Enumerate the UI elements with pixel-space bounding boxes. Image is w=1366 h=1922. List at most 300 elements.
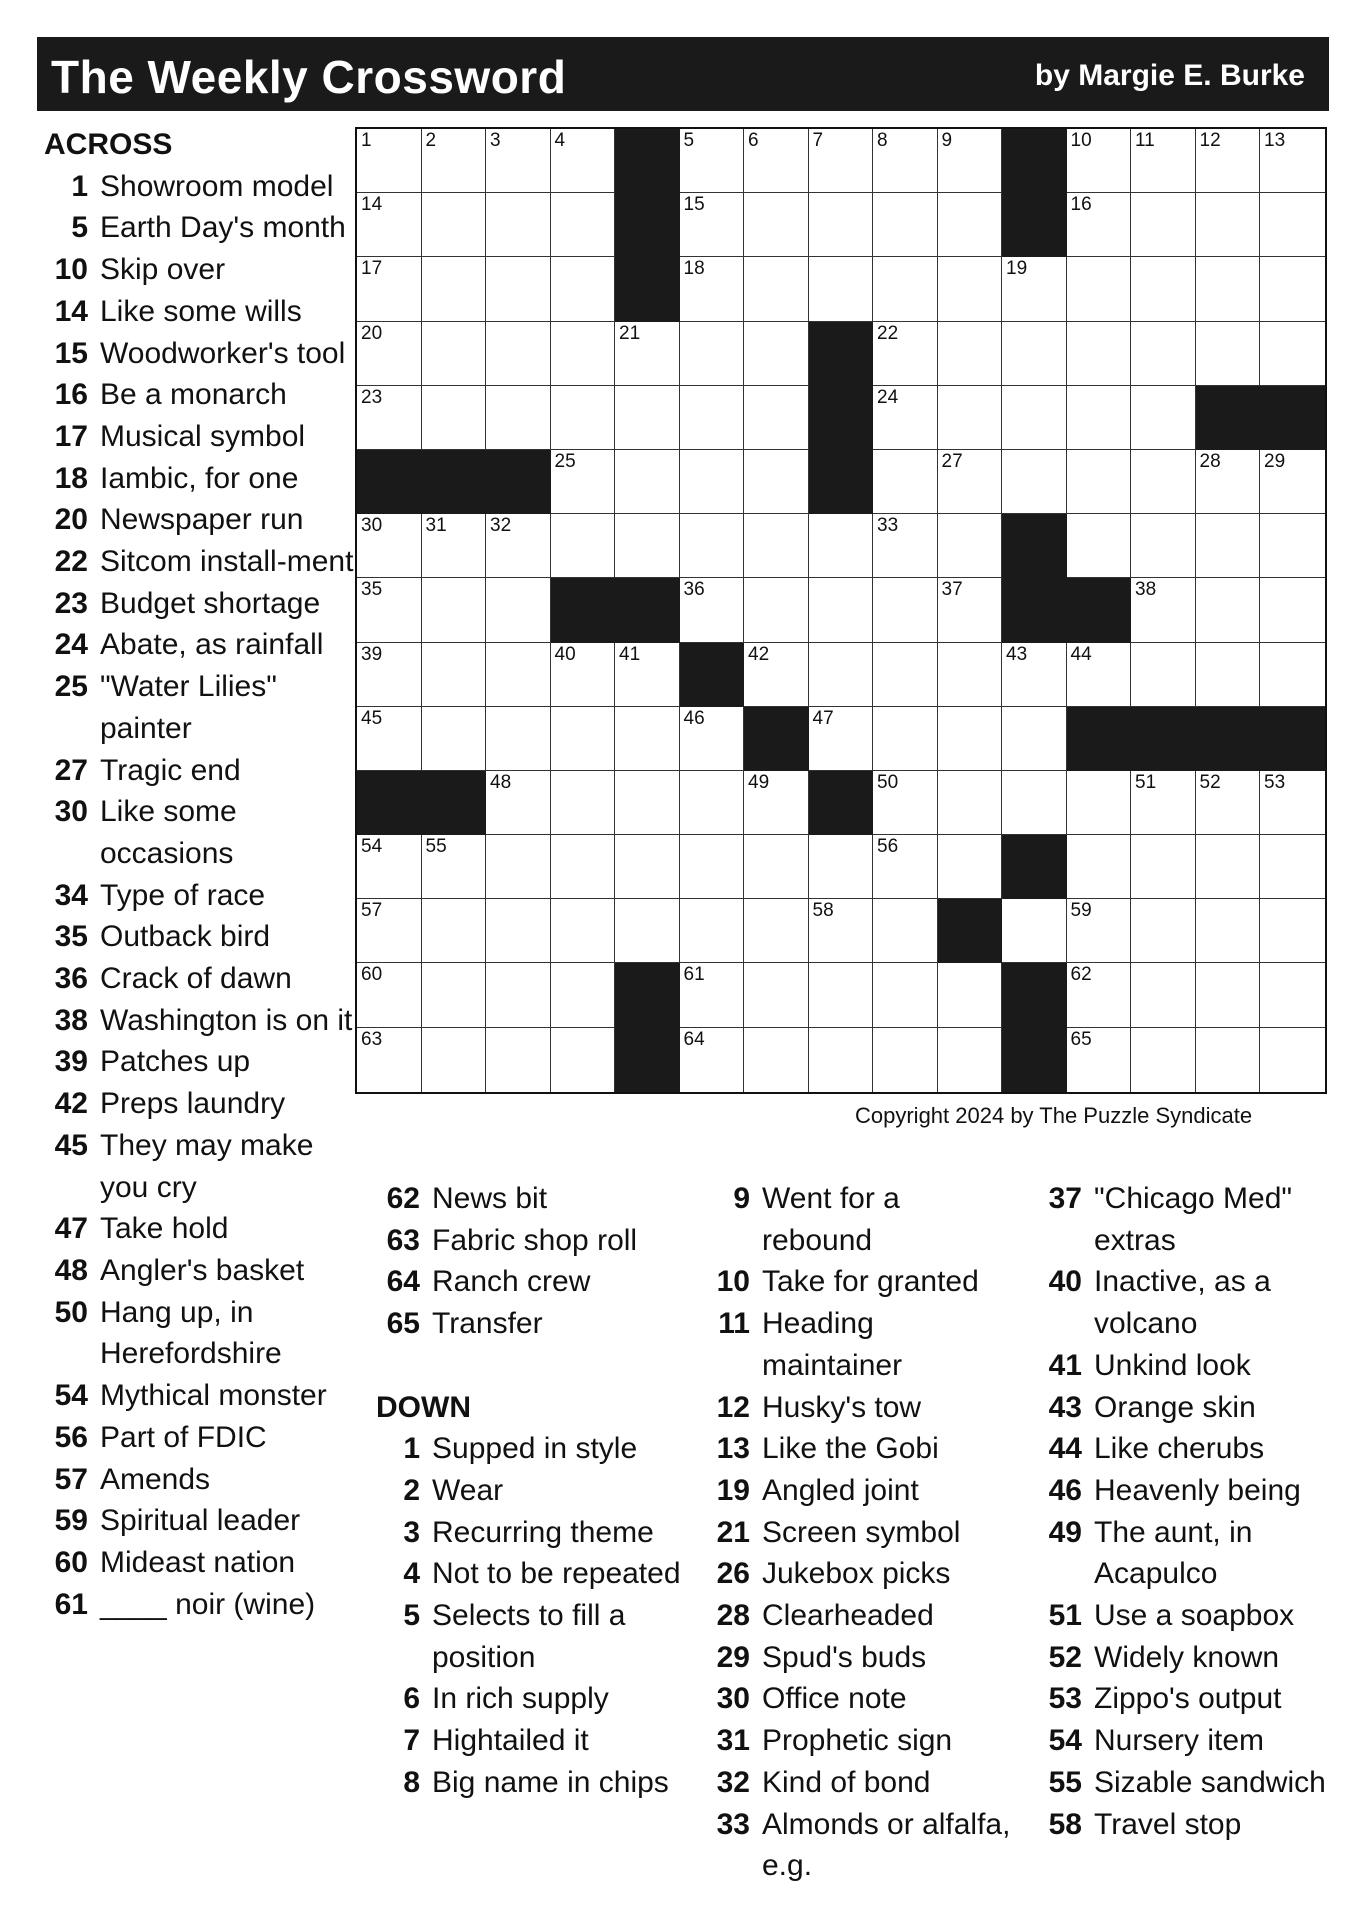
grid-cell[interactable] [1131, 193, 1196, 257]
grid-cell[interactable] [680, 963, 745, 1027]
cell-number: 56 [877, 836, 899, 858]
grid-cell[interactable] [1067, 1028, 1132, 1092]
clue-item [44, 958, 354, 1000]
grid-cell[interactable] [357, 386, 422, 450]
grid-cell[interactable] [1196, 257, 1261, 321]
grid-cell[interactable] [1067, 322, 1132, 386]
cell-number: 58 [812, 900, 834, 922]
grid-cell[interactable] [1196, 643, 1261, 707]
grid-cell[interactable] [486, 1028, 551, 1092]
clue-item [44, 333, 354, 375]
grid-cell[interactable] [809, 514, 874, 578]
cell-number: 40 [554, 643, 576, 665]
grid-cell[interactable] [744, 257, 809, 321]
grid-cell[interactable] [1260, 835, 1325, 899]
grid-cell[interactable] [1067, 514, 1132, 578]
grid-cell[interactable] [1067, 643, 1132, 707]
grid-cell[interactable] [809, 193, 874, 257]
grid-cell[interactable] [551, 386, 616, 450]
cell-number: 20 [361, 322, 383, 344]
grid-cell[interactable] [1002, 643, 1067, 707]
grid-cell[interactable] [873, 771, 938, 835]
clue-text: Mideast nation [100, 1545, 296, 1579]
clue-text: Take hold [100, 1212, 229, 1246]
clue-item [376, 1303, 696, 1345]
cell-number: 13 [1264, 130, 1286, 151]
grid-cell[interactable] [744, 899, 809, 963]
clue-item [44, 1417, 354, 1459]
grid-cell[interactable] [1131, 643, 1196, 707]
clue-item [1038, 1678, 1338, 1720]
grid-cell[interactable] [938, 771, 1003, 835]
grid-cell[interactable] [486, 707, 551, 771]
grid-cell[interactable] [744, 643, 809, 707]
grid-cell[interactable] [809, 578, 874, 642]
clue-item [44, 583, 354, 625]
grid-cell[interactable] [744, 514, 809, 578]
grid-cell[interactable] [1131, 771, 1196, 835]
grid-cell[interactable] [422, 899, 487, 963]
grid-cell[interactable] [680, 771, 745, 835]
clue-text: Supped in style [432, 1432, 638, 1466]
grid-cell[interactable] [551, 643, 616, 707]
grid-cell[interactable] [1196, 771, 1261, 835]
grid-cell[interactable] [744, 963, 809, 1027]
grid-cell[interactable] [680, 450, 745, 514]
cell-number: 64 [683, 1028, 705, 1050]
grid-cell[interactable] [1067, 771, 1132, 835]
cell-number: 10 [1070, 130, 1092, 151]
grid-cell[interactable] [615, 899, 680, 963]
black-square [1067, 578, 1132, 642]
grid-cell[interactable] [938, 835, 1003, 899]
clue-item [376, 1428, 696, 1470]
grid-cell[interactable] [744, 578, 809, 642]
grid-cell[interactable] [873, 257, 938, 321]
clue-number: 27 [54, 753, 88, 787]
cell-number: 41 [619, 643, 641, 665]
clue-text: Orange skin [1094, 1390, 1256, 1424]
cell-number: 63 [361, 1028, 383, 1050]
grid-cell[interactable] [744, 450, 809, 514]
grid-cell[interactable] [809, 129, 874, 193]
clue-item [1038, 1261, 1338, 1344]
grid-cell[interactable] [680, 578, 745, 642]
grid-cell[interactable] [1260, 899, 1325, 963]
grid-cell[interactable] [1196, 322, 1261, 386]
clue-number: 48 [54, 1253, 88, 1287]
cell-number: 1 [361, 130, 372, 151]
black-square [809, 771, 874, 835]
clue-number: 53 [1048, 1682, 1082, 1716]
grid-cell[interactable] [938, 450, 1003, 514]
black-square [615, 129, 680, 193]
grid-cell[interactable] [551, 771, 616, 835]
clue-item [44, 1584, 354, 1626]
grid-cell[interactable] [1002, 707, 1067, 771]
grid-cell[interactable] [1260, 129, 1325, 193]
grid-cell[interactable] [357, 322, 422, 386]
grid-cell[interactable] [551, 963, 616, 1027]
grid-cell[interactable] [1196, 193, 1261, 257]
clue-item [376, 1220, 696, 1262]
grid-cell[interactable] [1260, 450, 1325, 514]
grid-cell[interactable] [357, 963, 422, 1027]
grid-cell[interactable] [1067, 450, 1132, 514]
clue-number: 37 [1048, 1182, 1082, 1215]
grid-cell[interactable] [744, 386, 809, 450]
grid-cell[interactable] [873, 193, 938, 257]
clue-number: 32 [716, 1765, 750, 1799]
clue-item [376, 1720, 696, 1762]
grid-cell[interactable] [486, 643, 551, 707]
grid-cell[interactable] [1002, 899, 1067, 963]
clue-text: Outback bird [100, 920, 271, 954]
grid-cell[interactable] [1131, 578, 1196, 642]
clue-item [44, 1375, 354, 1417]
grid-cell[interactable] [938, 193, 1003, 257]
clue-text: Take for granted [762, 1265, 979, 1299]
clue-text: Recurring theme [432, 1515, 654, 1549]
grid-cell[interactable] [1260, 322, 1325, 386]
grid-cell[interactable] [422, 257, 487, 321]
grid-cell[interactable] [938, 386, 1003, 450]
clue-item [44, 416, 354, 458]
clue-number: 16 [54, 378, 88, 412]
grid-cell[interactable] [422, 707, 487, 771]
grid-cell[interactable] [357, 193, 422, 257]
grid-cell[interactable] [551, 193, 616, 257]
grid-cell[interactable] [1002, 450, 1067, 514]
clue-text: Woodworker's tool [100, 336, 346, 370]
grid-cell[interactable] [873, 578, 938, 642]
down-clues-column-3 [706, 1178, 1016, 1887]
black-square [744, 707, 809, 771]
clue-item [44, 750, 354, 792]
grid-cell[interactable] [744, 193, 809, 257]
cell-number: 51 [1135, 771, 1157, 793]
grid-cell[interactable] [422, 643, 487, 707]
clue-text: Angled joint [762, 1473, 919, 1507]
clue-number: 3 [403, 1515, 420, 1549]
grid-cell[interactable] [551, 322, 616, 386]
grid-cell[interactable] [1196, 514, 1261, 578]
grid-cell[interactable] [873, 450, 938, 514]
cell-number: 29 [1264, 450, 1286, 472]
clue-text: Selects to fill a position [432, 1599, 626, 1674]
grid-cell[interactable] [357, 257, 422, 321]
grid-cell[interactable] [873, 643, 938, 707]
grid-cell[interactable] [680, 386, 745, 450]
grid-cell[interactable] [357, 1028, 422, 1092]
grid-cell[interactable] [1260, 514, 1325, 578]
grid-cell[interactable] [809, 643, 874, 707]
grid-cell[interactable] [1067, 835, 1132, 899]
grid-cell[interactable] [422, 835, 487, 899]
grid-cell[interactable] [1196, 450, 1261, 514]
grid-cell[interactable] [551, 835, 616, 899]
grid-cell[interactable] [551, 899, 616, 963]
crossword-grid [355, 127, 1327, 1094]
clue-text: News bit [432, 1182, 548, 1215]
grid-cell[interactable] [1002, 386, 1067, 450]
grid-cell[interactable] [615, 322, 680, 386]
grid-cell[interactable] [422, 578, 487, 642]
grid-cell[interactable] [680, 1028, 745, 1092]
grid-cell[interactable] [1067, 129, 1132, 193]
grid-cell[interactable] [938, 578, 1003, 642]
clues-column-2 [376, 1178, 696, 1804]
clue-number: 44 [1048, 1432, 1082, 1466]
clue-number: 30 [54, 795, 88, 829]
grid-cell[interactable] [551, 514, 616, 578]
cell-number: 48 [490, 771, 512, 793]
clue-text: Mythical monster [100, 1379, 327, 1413]
grid-cell[interactable] [873, 129, 938, 193]
grid-cell[interactable] [1260, 771, 1325, 835]
grid-cell[interactable] [1131, 450, 1196, 514]
clue-item [706, 1762, 1016, 1804]
grid-cell[interactable] [873, 963, 938, 1027]
grid-cell[interactable] [1002, 257, 1067, 321]
clue-item [1038, 1345, 1338, 1387]
clue-number: 51 [1048, 1599, 1082, 1633]
grid-cell[interactable] [551, 450, 616, 514]
clue-number: 36 [54, 962, 88, 996]
grid-cell[interactable] [744, 1028, 809, 1092]
clue-text: Jukebox picks [762, 1557, 951, 1591]
grid-cell[interactable] [938, 514, 1003, 578]
grid-cell[interactable] [357, 835, 422, 899]
clue-item [44, 249, 354, 291]
grid-cell[interactable] [680, 707, 745, 771]
grid-cell[interactable] [680, 899, 745, 963]
clue-text: Spud's buds [762, 1640, 927, 1674]
grid-cell[interactable] [486, 193, 551, 257]
grid-cell[interactable] [1131, 1028, 1196, 1092]
cell-number: 2 [425, 130, 437, 151]
grid-cell[interactable] [1067, 963, 1132, 1027]
grid-cell[interactable] [1131, 322, 1196, 386]
grid-cell[interactable] [1131, 514, 1196, 578]
grid-cell[interactable] [1196, 835, 1261, 899]
across-clues-column [44, 124, 354, 1625]
grid-cell[interactable] [1260, 1028, 1325, 1092]
grid-cell[interactable] [938, 129, 1003, 193]
grid-cell[interactable] [486, 899, 551, 963]
grid-cell[interactable] [680, 514, 745, 578]
clue-text: Hang up, in Herefordshire [100, 1295, 282, 1371]
black-square [1131, 707, 1196, 771]
grid-cell[interactable] [1196, 129, 1261, 193]
grid-cell[interactable] [809, 835, 874, 899]
grid-cell[interactable] [422, 386, 487, 450]
cell-number: 46 [683, 707, 705, 729]
clue-item [706, 1387, 1016, 1429]
black-square [1002, 578, 1067, 642]
grid-cell[interactable] [1067, 899, 1132, 963]
copyright-notice: Copyright 2024 by The Puzzle Syndicate [855, 1103, 1253, 1128]
grid-cell[interactable] [938, 707, 1003, 771]
grid-cell[interactable] [615, 707, 680, 771]
cell-number: 12 [1199, 130, 1221, 151]
grid-cell[interactable] [809, 899, 874, 963]
grid-cell[interactable] [615, 514, 680, 578]
grid-cell[interactable] [1131, 386, 1196, 450]
grid-cell[interactable] [486, 963, 551, 1027]
grid-cell[interactable] [615, 386, 680, 450]
grid-cell[interactable] [1260, 643, 1325, 707]
clue-text: Part of FDIC [100, 1420, 267, 1454]
cell-number: 32 [490, 515, 512, 537]
grid-cell[interactable] [551, 707, 616, 771]
grid-cell[interactable] [1131, 257, 1196, 321]
grid-cell[interactable] [1131, 899, 1196, 963]
grid-cell[interactable] [938, 322, 1003, 386]
clue-number: 45 [54, 1128, 88, 1162]
cell-number: 50 [877, 771, 899, 793]
grid-cell[interactable] [1067, 386, 1132, 450]
grid-cell[interactable] [486, 835, 551, 899]
clue-item [1038, 1720, 1338, 1762]
grid-cell[interactable] [873, 322, 938, 386]
clue-item [706, 1261, 1016, 1303]
grid-cell[interactable] [422, 129, 487, 193]
clue-text: They may make you cry [100, 1128, 314, 1204]
grid-cell[interactable] [486, 578, 551, 642]
grid-cell[interactable] [873, 899, 938, 963]
clue-number: 46 [1048, 1473, 1082, 1507]
grid-cell[interactable] [615, 450, 680, 514]
black-square [615, 257, 680, 321]
grid-cell[interactable] [422, 1028, 487, 1092]
clue-item [1038, 1512, 1338, 1595]
black-square [357, 450, 422, 514]
grid-cell[interactable] [615, 771, 680, 835]
grid-cell[interactable] [551, 1028, 616, 1092]
grid-cell[interactable] [357, 129, 422, 193]
grid-cell[interactable] [615, 835, 680, 899]
grid-cell[interactable] [744, 322, 809, 386]
grid-cell[interactable] [1196, 1028, 1261, 1092]
cell-number: 35 [361, 579, 383, 601]
grid-cell[interactable] [1131, 963, 1196, 1027]
grid-cell[interactable] [357, 643, 422, 707]
cell-number: 18 [683, 258, 705, 280]
black-square [615, 578, 680, 642]
grid-cell[interactable] [744, 835, 809, 899]
grid-cell[interactable] [1002, 771, 1067, 835]
grid-cell[interactable] [873, 707, 938, 771]
grid-cell[interactable] [422, 322, 487, 386]
grid-cell[interactable] [551, 257, 616, 321]
grid-cell[interactable] [1196, 963, 1261, 1027]
grid-cell[interactable] [422, 514, 487, 578]
grid-cell[interactable] [873, 835, 938, 899]
clue-text: Skip over [100, 253, 226, 287]
grid-cell[interactable] [680, 193, 745, 257]
grid-cell[interactable] [1260, 257, 1325, 321]
grid-cell[interactable] [486, 514, 551, 578]
clue-text: Be a monarch [100, 378, 287, 412]
grid-cell[interactable] [809, 257, 874, 321]
grid-cell[interactable] [1131, 129, 1196, 193]
black-square [1002, 835, 1067, 899]
clue-number: 1 [71, 169, 88, 203]
grid-cell[interactable] [809, 963, 874, 1027]
grid-cell[interactable] [873, 514, 938, 578]
grid-cell[interactable] [551, 129, 616, 193]
grid-cell[interactable] [1002, 322, 1067, 386]
grid-cell[interactable] [809, 1028, 874, 1092]
clue-text: ____ noir (wine) [100, 1587, 316, 1621]
grid-cell[interactable] [1260, 578, 1325, 642]
grid-cell[interactable] [680, 835, 745, 899]
grid-cell[interactable] [422, 963, 487, 1027]
grid-cell[interactable] [744, 129, 809, 193]
clue-text: The aunt, in Acapulco [1094, 1515, 1253, 1591]
grid-cell[interactable] [1260, 193, 1325, 257]
grid-cell[interactable] [744, 771, 809, 835]
grid-cell[interactable] [938, 257, 1003, 321]
grid-cell[interactable] [1067, 193, 1132, 257]
grid-cell[interactable] [486, 129, 551, 193]
grid-cell[interactable] [680, 129, 745, 193]
clue-text: Transfer [432, 1307, 543, 1341]
grid-cell[interactable] [486, 322, 551, 386]
grid-cell[interactable] [873, 386, 938, 450]
grid-cell[interactable] [1131, 835, 1196, 899]
grid-cell[interactable] [680, 257, 745, 321]
grid-cell[interactable] [938, 963, 1003, 1027]
grid-cell[interactable] [938, 1028, 1003, 1092]
grid-cell[interactable] [357, 578, 422, 642]
clue-item [1038, 1428, 1338, 1470]
clue-item [1038, 1637, 1338, 1679]
grid-cell[interactable] [809, 707, 874, 771]
clue-number: 61 [54, 1587, 88, 1621]
grid-cell[interactable] [357, 514, 422, 578]
grid-cell[interactable] [1196, 899, 1261, 963]
grid-cell[interactable] [486, 386, 551, 450]
grid-cell[interactable] [938, 643, 1003, 707]
clue-item [44, 291, 354, 333]
grid-cell[interactable] [422, 193, 487, 257]
black-square [809, 386, 874, 450]
grid-cell[interactable] [357, 899, 422, 963]
clue-item [706, 1595, 1016, 1637]
grid-cell[interactable] [1196, 578, 1261, 642]
clue-item [706, 1720, 1016, 1762]
grid-cell[interactable] [1260, 963, 1325, 1027]
grid-cell[interactable] [680, 322, 745, 386]
grid-cell[interactable] [615, 643, 680, 707]
grid-cell[interactable] [873, 1028, 938, 1092]
grid-cell[interactable] [1067, 257, 1132, 321]
grid-cell[interactable] [486, 771, 551, 835]
clue-text: Not to be repeated [432, 1557, 681, 1591]
clue-text: Zippo's output [1094, 1682, 1282, 1716]
grid-cell[interactable] [486, 257, 551, 321]
grid-cell[interactable] [357, 707, 422, 771]
cell-number: 7 [812, 130, 824, 151]
clue-item [376, 1595, 696, 1678]
clue-text: Angler's basket [100, 1253, 305, 1287]
clue-item [706, 1804, 1016, 1887]
clue-text: Inactive, as a volcano [1094, 1265, 1271, 1341]
cell-number: 47 [812, 707, 834, 729]
cell-number: 8 [877, 130, 888, 151]
